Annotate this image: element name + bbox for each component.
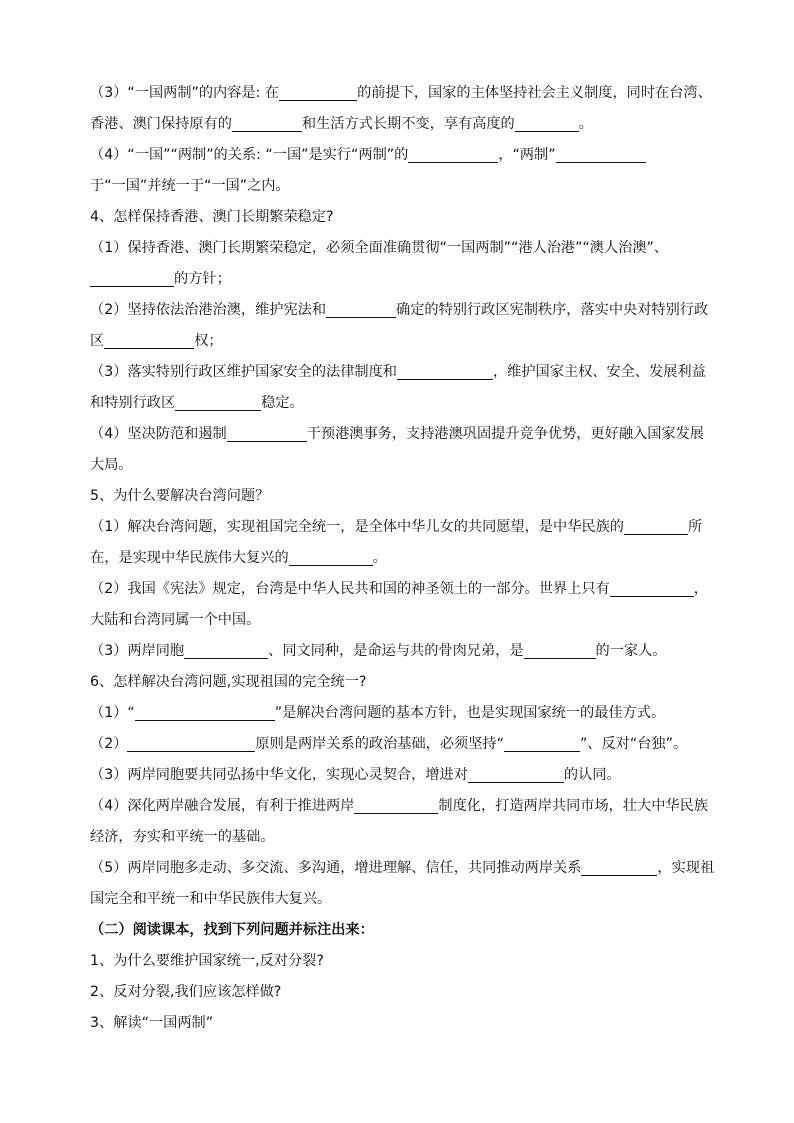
fill-in-blank[interactable] [504, 733, 580, 752]
text-line [90, 822, 706, 853]
line-text: （1）保持香港、澳门长期繁荣稳定，必须全面准确贯彻“一国两制”“港人治港”“澳人治澳”、 [90, 240, 669, 256]
line-text: （2）坚持依法治港治澳，维护宪法和 [90, 302, 327, 318]
line-text: （2）我国《宪法》规定，台湾是中华人民共和国的神圣领土的一部分。世界上只有 [90, 581, 610, 597]
line-text: 权； [194, 333, 223, 349]
line-text: （4）深化两岸融合发展，有利于推进两岸 [90, 798, 355, 814]
line-text: 原则是两岸关系的政治基础，必须坚持“ [255, 736, 504, 752]
fill-in-blank[interactable] [515, 113, 579, 132]
line-text: 在，是实现中华民族伟大复兴的 [90, 550, 289, 566]
text-line [90, 605, 706, 636]
line-text: 稳定。 [261, 395, 304, 411]
worksheet-page [90, 78, 715, 1039]
text-line [90, 698, 706, 729]
line-text: 和特别行政区 [90, 395, 176, 411]
text-line [90, 946, 706, 977]
fill-in-blank[interactable] [184, 640, 268, 659]
fill-in-blank[interactable] [104, 330, 194, 349]
fill-in-blank[interactable] [524, 640, 596, 659]
line-text: （4）“一国”“两制”的关系: “一国”是实行“两制”的 [90, 147, 409, 163]
text-line [90, 450, 706, 481]
text-line [90, 264, 706, 295]
line-text: 5、为什么要解决台湾问题？ [90, 488, 270, 504]
fill-in-blank[interactable] [397, 361, 493, 380]
line-text: 干预港澳事务，支持港澳巩固提升竞争优势，更好融入国家发展 [306, 426, 704, 442]
line-text: 2、反对分裂,我们应该怎样做? [90, 984, 282, 1000]
line-text: 制度化，打造两岸共同市场，壮大中华民族 [438, 798, 708, 814]
line-text: ，维护国家主权、安全、发展利益 [492, 364, 706, 380]
text-line [90, 884, 706, 915]
text-line [90, 140, 706, 171]
text-line [90, 171, 706, 202]
text-line [90, 729, 706, 760]
fill-in-blank[interactable] [90, 268, 174, 287]
line-text: 、同文同种，是命运与共的骨肉兄弟，是 [268, 643, 524, 659]
text-line [90, 791, 706, 822]
line-text: 4、怎样保持香港、澳门长期繁荣稳定? [90, 209, 334, 225]
line-text: 所 [687, 519, 703, 535]
line-text: （1）解决台湾问题，实现祖国完全统一，是全体中华儿女的共同愿望，是中华民族的 [90, 519, 624, 535]
line-text: （2） [90, 736, 128, 752]
text-line [90, 357, 706, 388]
line-text: 国完全和平统一和中华民族伟大复兴。 [90, 891, 332, 907]
text-line [90, 78, 712, 109]
line-text: 香港、澳门保持原有的 [90, 116, 232, 132]
line-text: ”是解决台湾问题的基本方针，也是实现国家统一的最佳方式。 [274, 705, 666, 721]
fill-in-blank[interactable] [610, 578, 694, 597]
line-text: 大局。 [90, 457, 133, 473]
line-text: （3）两岸同胞要共同弘扬中华文化，实现心灵契合，增进对 [90, 767, 468, 783]
text-line [90, 109, 706, 140]
line-text: 大陆和台湾同属一个中国。 [90, 612, 261, 628]
text-line [90, 574, 706, 605]
line-text: 3、解读“一国两制” [90, 1015, 214, 1031]
text-line [90, 667, 706, 698]
fill-in-blank[interactable] [326, 299, 396, 318]
text-line [90, 419, 706, 450]
line-text: （1）“ [90, 705, 135, 721]
text-line [90, 512, 706, 543]
fill-in-blank[interactable] [468, 764, 564, 783]
line-text: 的认同。 [563, 767, 621, 783]
text-line [90, 202, 706, 233]
fill-in-blank[interactable] [127, 733, 255, 752]
fill-in-blank[interactable] [581, 857, 657, 876]
text-line [90, 481, 706, 512]
fill-in-blank[interactable] [232, 113, 302, 132]
line-text: 于“一国”并统一于“一国”之内。 [90, 178, 290, 194]
line-text: 6、怎样解决台湾问题,实现祖国的完全统一? [90, 674, 367, 690]
text-line [90, 636, 706, 667]
fill-in-blank[interactable] [624, 516, 688, 535]
line-text: 经济，夯实和平统一的基础。 [90, 829, 275, 845]
line-text: 。 [372, 550, 387, 566]
fill-in-blank[interactable] [279, 82, 357, 101]
fill-in-blank[interactable] [135, 702, 275, 721]
line-text: （3）“一国两制”的内容是: 在 [90, 85, 280, 101]
line-text: ”、反对“台独”。 [579, 736, 688, 752]
text-line [90, 1008, 706, 1039]
line-text: ， [693, 581, 708, 597]
line-text: 的前提下，国家的主体坚持社会主义制度，同时在台湾、 [357, 85, 712, 101]
line-text: 和生活方式长期不变，享有高度的 [301, 116, 515, 132]
line-text: 的一家人。 [595, 643, 667, 659]
text-line [90, 543, 706, 574]
text-line [90, 977, 706, 1008]
fill-in-blank[interactable] [289, 547, 373, 566]
line-text: ，“两制” [498, 147, 556, 163]
text-line [90, 295, 709, 326]
line-text: （4）坚决防范和遏制 [90, 426, 227, 442]
text-line [90, 388, 706, 419]
line-text: 。 [578, 116, 593, 132]
fill-in-blank[interactable] [175, 392, 261, 411]
line-text: （3）两岸同胞 [90, 643, 185, 659]
line-text: （3）落实特别行政区维护国家安全的法律制度和 [90, 364, 397, 380]
text-line [90, 760, 706, 791]
line-text: （5）两岸同胞多走动、多交流、多沟通，增进理解、信任，共同推动两岸关系 [90, 860, 582, 876]
line-text: （二）阅读课本，找到下列问题并标注出来： [90, 922, 374, 938]
line-text: 的方针； [174, 271, 231, 287]
line-text: ，实现祖 [657, 860, 715, 876]
line-text: 确定的特别行政区宪制秩序，落实中央对特别行政 [396, 302, 709, 318]
text-line [90, 326, 706, 357]
fill-in-blank[interactable] [354, 795, 438, 814]
fill-in-blank[interactable] [408, 144, 498, 163]
fill-in-blank[interactable] [227, 423, 307, 442]
line-text: 区 [90, 333, 105, 349]
line-text: 1、为什么要维护国家统一,反对分裂? [90, 953, 324, 969]
fill-in-blank[interactable] [556, 144, 646, 163]
text-line [90, 233, 706, 264]
text-line [90, 853, 715, 884]
text-line [90, 915, 706, 946]
